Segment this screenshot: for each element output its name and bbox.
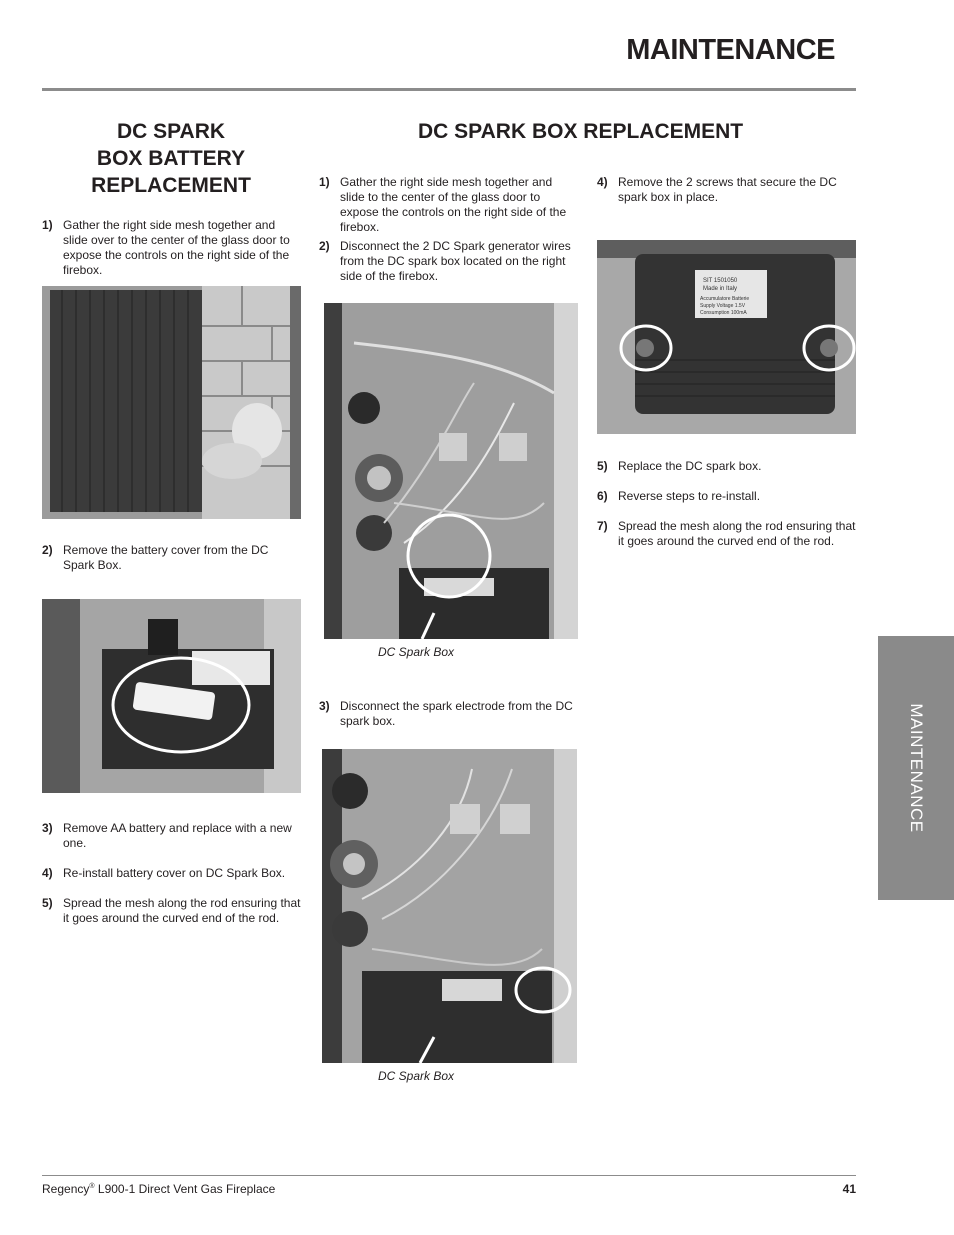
title-line: REPLACEMENT <box>91 174 251 197</box>
label-text: Supply Voltage 1.5V <box>700 303 746 309</box>
label-text: Accumulatore Batterie <box>700 296 750 302</box>
step-number: 4) <box>42 866 53 880</box>
step-number: 5) <box>597 459 608 473</box>
step-text: Disconnect the spark electrode from the DC spark box. <box>340 699 573 728</box>
step-text: Remove the 2 screws that secure the DC spark box in place. <box>618 175 837 204</box>
label-text: SIT 1501050 <box>703 278 738 284</box>
step-number: 2) <box>42 543 53 557</box>
spark-box-step-5 <box>597 459 856 474</box>
step-text: Spread the mesh along the rod ensuring that it goes around the curved end of the rod. <box>618 519 856 548</box>
step-text: Gather the right side mesh together and slide over to the center of the glass door to expose the controls on the right side of the firebox. <box>63 218 290 277</box>
footer-product <box>42 1182 275 1196</box>
footer-brand: Regency <box>42 1182 90 1196</box>
header-divider <box>42 88 856 91</box>
page-title: MAINTENANCE <box>626 34 835 66</box>
spark-box-caption: DC Spark Box <box>378 645 455 659</box>
step-number: 5) <box>42 896 53 910</box>
step-text: Gather the right side mesh together and slide to the center of the glass door to expose the controls on the right side of the firebox. <box>340 175 567 234</box>
battery-photo <box>42 599 301 793</box>
step-text: Remove AA battery and replace with a new one. <box>63 821 292 850</box>
step-number: 1) <box>42 218 53 232</box>
step-number: 4) <box>597 175 608 189</box>
step-number: 6) <box>597 489 608 503</box>
step-text: Spread the mesh along the rod ensuring that it goes around the curved end of the rod. <box>63 896 301 925</box>
registered-mark: ® <box>89 1183 95 1190</box>
title-line: BOX BATTERY <box>96 147 246 170</box>
spark-box-step-4 <box>597 175 856 205</box>
battery-step-4 <box>42 866 302 881</box>
mesh-photo <box>42 286 301 519</box>
title-line: DC SPARK <box>116 120 226 143</box>
spark-box-step-1 <box>319 175 579 235</box>
spark-box-caption: DC Spark Box <box>378 1069 455 1083</box>
label-text: Made in Italy <box>703 286 738 292</box>
step-text: Re-install battery cover on DC Spark Box. <box>63 866 286 880</box>
battery-step-3 <box>42 821 302 851</box>
side-tab-label: MAINTENANCE <box>907 703 926 833</box>
page-number: 41 <box>842 1182 856 1196</box>
battery-step-2 <box>42 543 302 573</box>
step-number: 3) <box>319 699 330 713</box>
spark-box-step-2 <box>319 239 579 284</box>
step-number: 3) <box>42 821 53 835</box>
step-text: Remove the battery cover from the DC Spark Box. <box>63 543 269 572</box>
label-text: Consumption 100mA <box>700 310 747 316</box>
spark-box-step-7 <box>597 519 856 549</box>
spark-box-step-6 <box>597 489 856 504</box>
battery-replacement-title <box>42 118 300 199</box>
footer-model: L900-1 Direct Vent Gas Fireplace <box>97 1182 276 1196</box>
battery-step-1 <box>42 218 302 278</box>
spark-electrode-photo <box>322 749 577 1063</box>
spark-box-replacement-title: DC SPARK BOX REPLACEMENT <box>418 120 744 143</box>
section-side-tab <box>878 636 954 900</box>
step-text: Reverse steps to re-install. <box>618 489 761 503</box>
footer-divider <box>42 1175 856 1176</box>
spark-box-step-3 <box>319 699 579 729</box>
generator-wires-photo <box>324 303 578 639</box>
step-number: 1) <box>319 175 330 189</box>
screws-photo <box>597 240 856 434</box>
step-number: 7) <box>597 519 608 533</box>
step-text: Replace the DC spark box. <box>618 459 762 473</box>
battery-step-5 <box>42 896 302 926</box>
step-text: Disconnect the 2 DC Spark generator wires from the DC spark box located on the right side of the firebox. <box>340 239 571 283</box>
step-number: 2) <box>319 239 330 253</box>
